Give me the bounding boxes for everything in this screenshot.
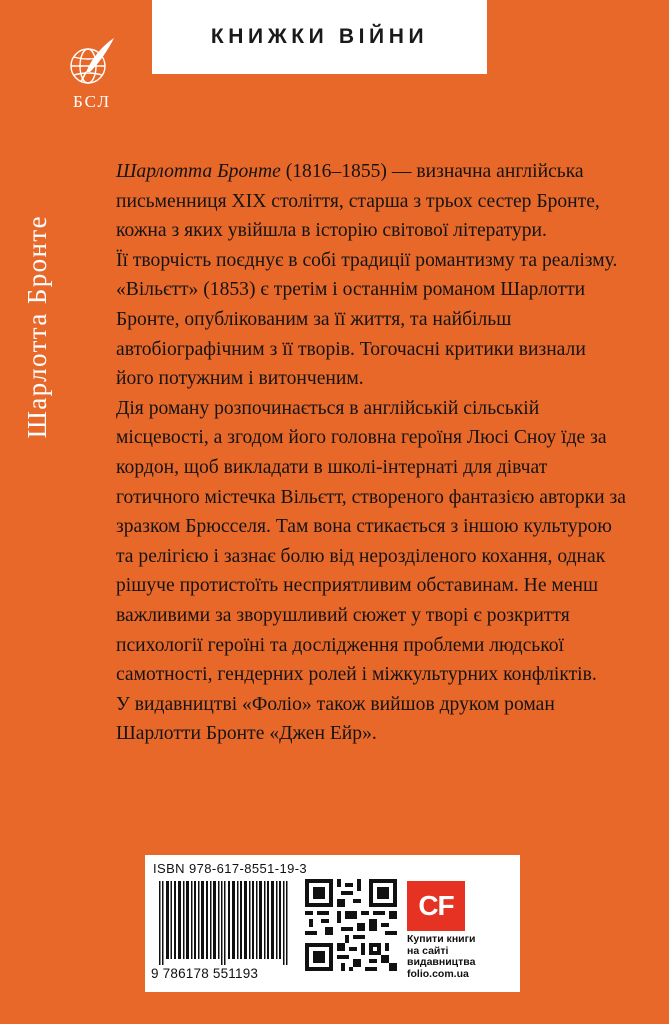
buy-online-text <box>407 934 517 980</box>
globe-quill-icon <box>64 36 116 88</box>
paragraph-style: Її творчість поєднує в собі традиції романтизму та реалізму. <box>116 249 618 271</box>
qr-code-icon <box>305 879 397 971</box>
paragraph-plot: Дія роману розпочинається в англійській сільській місцевості, а згодом його головна героїня Люсі Сноу їде за кордон, щоб викладати в школі-інтернаті для дівчат готичного містечка Вільєтт, створеного фантазією авторки за зразком Брюсселя. Там вона стикається з іншою культурою та релігією і зазнає болю від нерозділеного кохання, однак рішуче протистоїть несприятливим обставинам. Не менш важливими за зворушливий сюжет у творі є розкриття психології героїні та дослідження проблеми людської самотності, гендерних ролей і міжкультурних конфліктів. <box>116 397 626 686</box>
isbn-block <box>145 855 520 992</box>
publisher-logo-text: БСЛ <box>72 92 112 111</box>
spine-author-text: Шарлотта Бронте <box>22 214 52 438</box>
buy-line-4: folio.com.ua <box>407 967 469 980</box>
buy-line-3: видавництва <box>407 956 476 968</box>
brand-logo <box>407 881 465 931</box>
publisher-logo <box>64 36 120 112</box>
spine-author <box>22 108 52 438</box>
annotation-intro <box>116 157 626 246</box>
buy-line-1: Купити книги <box>407 933 476 945</box>
buy-line-2: на сайті <box>407 944 449 957</box>
barcode-icon <box>159 881 289 965</box>
series-title: КНИЖКИ ВІЙНИ <box>210 25 429 48</box>
author-name: Шарлотта Бронте <box>116 161 281 182</box>
barcode-digits: 9 786178 551193 <box>151 966 259 981</box>
isbn-number: ISBN 978-617-8551-19-3 <box>153 861 308 876</box>
paragraph-folio: У видавництві «Фоліо» також вийшов друком роман Шарлотти Бронте «Джен Ейр». <box>116 693 555 745</box>
brand-logo-text: CF <box>418 890 454 921</box>
intro-text: (1816–1855) — визначна англійська письменниця XIX століття, старша з трьох сестер Бронте, кожна з яких увійшла в історію світової літератури. <box>116 161 600 242</box>
paragraph-villette: «Вільєтт» (1853) є третім і останнім романом Шарлотти Бронте, опублікованим за її життя, та найбільш автобіографічним з її творів. Тогочасні критики визнали його потужним і витонченим. <box>116 279 586 390</box>
series-banner <box>152 0 487 74</box>
annotation <box>116 157 626 749</box>
